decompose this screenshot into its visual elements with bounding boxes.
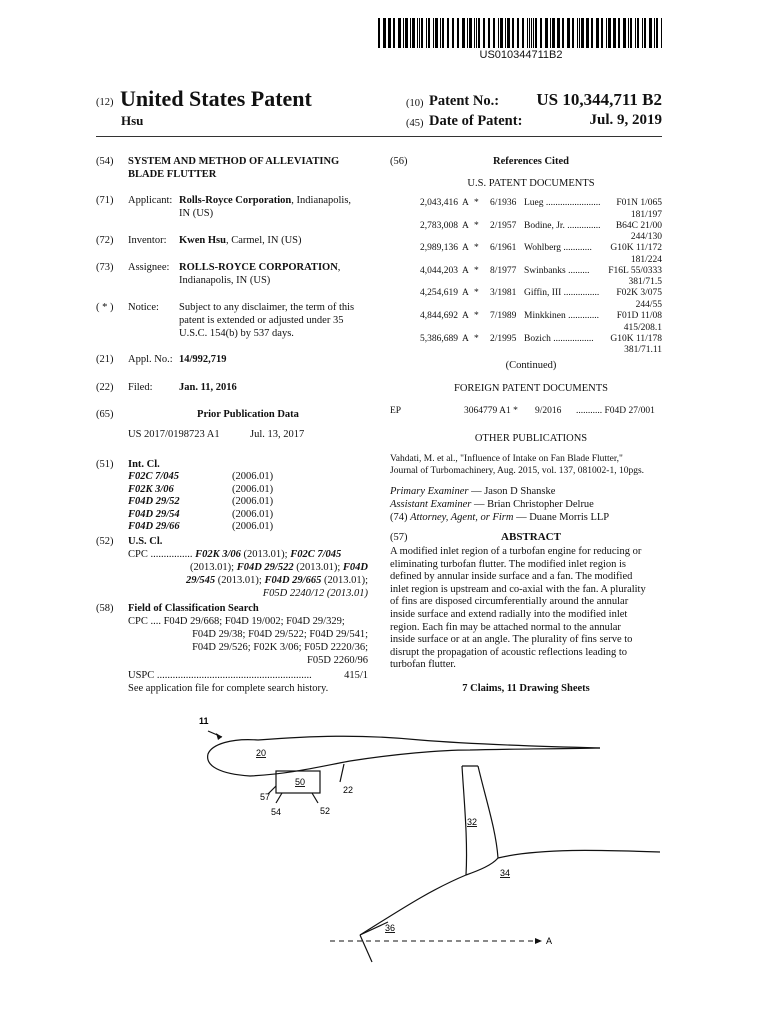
us-ref-row	[400, 266, 662, 289]
ref-subclass: 181/197	[630, 209, 662, 220]
barcode-bar	[649, 18, 652, 48]
ref-number: 4,844,692	[420, 311, 458, 321]
applicant-line2: IN (US)	[179, 208, 214, 219]
barcode-bar	[447, 18, 449, 48]
barcode-bar	[527, 18, 528, 48]
barcode-bar	[618, 18, 620, 48]
ref-number: 4,254,619	[420, 288, 458, 299]
ref-date: 2/1957	[490, 220, 517, 231]
abstract-line: inside surface or at an angle. The plurality of fins serve to	[390, 634, 633, 646]
abstract-line: of fins are disposed circumferentially around the annular	[390, 596, 629, 608]
ref-number: 2,989,136	[420, 243, 458, 254]
ref-number: 4,044,203	[420, 265, 458, 276]
barcode-bar	[522, 18, 524, 48]
ref-name: Bozich .................	[524, 333, 594, 344]
us-ref-row	[400, 311, 662, 334]
ref-date: 8/1977	[490, 265, 517, 276]
ref-34: 34	[500, 868, 511, 878]
abstract-heading: ABSTRACT	[501, 531, 561, 543]
barcode-bar	[383, 18, 386, 48]
barcode-bar	[403, 18, 404, 48]
barcode-bar	[500, 18, 503, 48]
ref-name: Swinbanks .........	[524, 265, 590, 276]
ref-20: 20	[256, 748, 267, 758]
prior-code: (65)	[96, 409, 114, 420]
barcode-bar	[419, 18, 420, 48]
see-app-note: See application file for complete search history.	[128, 683, 329, 694]
barcode-bar	[426, 18, 427, 48]
abstract-line: eliminating turbofan flutter. The modified inlet region is	[390, 558, 627, 570]
barcode-bar	[635, 18, 636, 48]
uscl-code: (52)	[96, 536, 114, 547]
leader-22	[340, 764, 344, 782]
barcode-bar	[613, 18, 616, 48]
ref-number: 2,783,008	[420, 220, 458, 231]
barcode-bar	[586, 18, 589, 48]
attorney: (74) Attorney, Agent, or Firm — Duane Morris LLP	[390, 512, 610, 523]
abstract-code: (57)	[390, 532, 408, 543]
us-docs-heading: U.S. PATENT DOCUMENTS	[467, 178, 595, 189]
barcode-bar	[469, 18, 472, 48]
ref-class: F01N 1/065	[616, 198, 662, 208]
barcode-bar	[412, 18, 415, 48]
ref-kind: A	[462, 288, 469, 299]
ref-class: G10K 11/178	[610, 333, 662, 344]
nacelle-top	[258, 736, 600, 748]
assignee-line2: Indianapolis, IN (US)	[179, 275, 271, 286]
intcl-version: (2006.01)	[232, 471, 274, 482]
ref-date: 2/1995	[490, 333, 517, 344]
abstract-body	[390, 546, 662, 672]
barcode-bar	[579, 18, 580, 48]
barcode-bar	[405, 18, 408, 48]
barcode-bar	[410, 18, 411, 48]
barcode-bar	[517, 18, 519, 48]
abstract-line: turbofan flutter.	[390, 659, 456, 671]
abstract-line: region. Each fin may be attached normal to the annular	[390, 621, 621, 633]
assignee-code: (73)	[96, 262, 114, 273]
us-ref-row	[400, 221, 662, 244]
barcode-bar	[467, 18, 468, 48]
field-cpc-line4: F05D 2260/96	[307, 655, 368, 666]
cpc-line4: F05D 2240/12 (2013.01)	[262, 588, 368, 599]
ref-subclass: 415/208.1	[623, 322, 662, 333]
field-heading: Field of Classification Search	[128, 603, 259, 614]
barcode-bar	[656, 18, 658, 48]
refs-code: (56)	[390, 156, 408, 167]
assignee-line1: ROLLS-ROYCE CORPORATION,	[179, 262, 341, 273]
inventor-surname: Hsu	[121, 113, 144, 128]
cpc-line1: CPC ................ F02K 3/06 (2013.01); F02C 7/045	[128, 549, 342, 560]
barcode-bar	[440, 18, 441, 48]
other-line1: Vahdati, M. et al., "Influence of Intake on Fan Blade Flutter,"	[390, 454, 623, 464]
barcode-bar	[435, 18, 438, 48]
barcode-bar	[488, 18, 490, 48]
assistant-examiner: Assistant Examiner — Brian Christopher Delrue	[390, 499, 594, 510]
barcode-bar	[507, 18, 510, 48]
figure-drawing	[0, 700, 768, 1024]
barcode-bar	[535, 18, 537, 48]
barcode-bar	[474, 18, 475, 48]
field-cpc-line1: CPC .... F04D 29/668; F04D 19/002; F04D 29/329;	[128, 616, 345, 627]
abstract-line: inside surface and extend radially into the modified inlet	[390, 608, 628, 620]
intcl-class: F04D 29/54	[128, 508, 180, 520]
inventor-code: (72)	[96, 235, 114, 246]
applicant-code: (71)	[96, 195, 114, 206]
ref-54: 54	[271, 807, 282, 817]
intcl-version: (2006.01)	[232, 521, 274, 532]
cpc-line3: 29/545 (2013.01); F04D 29/665 (2013.01);	[185, 575, 368, 586]
intcl-heading: Int. Cl.	[128, 459, 160, 470]
header-rule	[96, 136, 662, 137]
barcode-bar	[545, 18, 548, 48]
claims-summary: 7 Claims, 11 Drawing Sheets	[462, 683, 590, 694]
us-ref-row	[400, 334, 662, 357]
ref-22: 22	[343, 785, 354, 795]
ref-32: 32	[467, 817, 478, 827]
title-line1: SYSTEM AND METHOD OF ALLEVIATING	[128, 156, 340, 167]
barcode-bar	[483, 18, 485, 48]
abstract-line: A modified inlet region of a turbofan engine for reducing or	[390, 546, 642, 557]
primary-examiner: Primary Examiner — Jason D Shanske	[390, 486, 556, 497]
barcode-bar	[552, 18, 555, 48]
barcode-bar	[388, 18, 391, 48]
ref-subclass: 381/71.11	[624, 345, 662, 356]
appl-code: (21)	[96, 354, 114, 365]
intcl-version: (2006.01)	[232, 508, 274, 520]
nacelle-outline	[208, 740, 600, 776]
us-ref-row	[400, 288, 662, 311]
date-label: Date of Patent:	[429, 113, 523, 129]
barcode-bar	[606, 18, 607, 48]
ref-subclass: 244/55	[635, 299, 662, 310]
patent-no-code: (10)	[406, 98, 424, 109]
patent-no-label: Patent No.:	[429, 93, 500, 109]
barcode-bar	[393, 18, 395, 48]
barcode-bar	[601, 18, 603, 48]
barcode-bar	[642, 18, 643, 48]
barcode-bar	[581, 18, 584, 48]
doc-kind-code: (12)	[96, 97, 114, 108]
barcode	[378, 18, 664, 48]
cpc-line2: (2013.01); F04D 29/522 (2013.01); F04D	[190, 562, 368, 573]
ref-kind: A	[462, 311, 469, 321]
barcode-bar	[421, 18, 423, 48]
ref-subclass: 181/224	[630, 254, 662, 265]
ref-kind: A	[462, 198, 469, 208]
barcode-bar	[452, 18, 454, 48]
ref-kind: A	[462, 265, 469, 276]
barcode-bar	[505, 18, 506, 48]
barcode-bar	[493, 18, 495, 48]
ref-57: 57	[260, 792, 271, 802]
barcode-bar	[476, 18, 477, 48]
foreign-num: 3064779 A1 *	[464, 406, 518, 416]
barcode-bar	[462, 18, 465, 48]
ref-class: G10K 11/172	[610, 243, 662, 254]
barcode-bar	[498, 18, 499, 48]
barcode-bar	[567, 18, 570, 48]
notice-line3: U.S.C. 154(b) by 537 days.	[179, 328, 294, 339]
refs-continued: (Continued)	[505, 360, 557, 371]
barcode-bar	[378, 18, 380, 48]
applicant-label: Applicant:	[128, 195, 173, 206]
filed-code: (22)	[96, 382, 114, 393]
foreign-country: EP	[390, 406, 402, 416]
intcl-version: (2006.01)	[232, 496, 274, 507]
abstract-line: inlet region is upstream and co-axial with the fan. A plurality	[390, 583, 646, 595]
barcode-bar	[623, 18, 626, 48]
intcl-class: F04D 29/52	[128, 496, 180, 507]
intcl-version: (2006.01)	[232, 483, 274, 495]
ref-11: 11	[199, 716, 209, 726]
ref-class: B64C 21/00	[615, 220, 662, 231]
barcode-bar	[512, 18, 514, 48]
spinner-nose	[360, 922, 388, 962]
barcode-bar	[550, 18, 551, 48]
field-cpc-line3: F04D 29/526; F02K 3/06; F05D 2220/36;	[192, 642, 368, 653]
barcode-bar	[531, 18, 532, 48]
ref-name: Bodine, Jr. ..............	[524, 220, 601, 231]
inventor-line: Kwen Hsu, Carmel, IN (US)	[179, 235, 302, 246]
foreign-heading: FOREIGN PATENT DOCUMENTS	[453, 383, 609, 394]
foreign-date: 9/2016	[535, 406, 562, 416]
ref-class: F01D 11/08	[616, 311, 662, 321]
ref-star: *	[474, 243, 479, 254]
ref-star: *	[474, 198, 479, 208]
abstract-line: disrupt the propagation of acoustic reflections leading to	[390, 646, 628, 658]
ref-class: F16L 55/0333	[608, 265, 662, 276]
abstract-line: defined by annular inside surface and a fan. The modified	[390, 571, 633, 583]
filed-value: Jan. 11, 2016	[179, 382, 237, 393]
doc-title: United States Patent	[120, 86, 312, 111]
patent-no-value: US 10,344,711 B2	[536, 90, 662, 109]
uscl-heading: U.S. Cl.	[128, 536, 163, 547]
ref-36: 36	[385, 923, 396, 933]
barcode-bar	[628, 18, 629, 48]
uspc-value: 415/1	[344, 670, 368, 681]
ref-name: Minkkinen .............	[524, 311, 599, 321]
notice-code: ( * )	[96, 302, 114, 313]
ref-date: 6/1936	[490, 198, 517, 208]
arrow-11-head	[216, 733, 222, 740]
barcode-bar	[529, 18, 530, 48]
ref-subclass: 244/130	[630, 232, 662, 243]
ref-class: F02K 3/075	[616, 288, 662, 299]
barcode-bar	[433, 18, 434, 48]
us-ref-row	[400, 198, 662, 221]
applicant-line1: Rolls-Royce Corporation, Indianapolis,	[179, 195, 352, 206]
barcode-bar	[637, 18, 639, 48]
ref-50: 50	[295, 777, 306, 787]
arrow-a-head	[535, 938, 542, 944]
ref-name: Lueg .......................	[524, 198, 601, 208]
foreign-cls: ........... F04D 27/001	[576, 406, 655, 416]
ref-name: Giffin, III ...............	[524, 288, 600, 299]
ref-kind: A	[462, 243, 469, 254]
title-line2: BLADE FLUTTER	[128, 169, 217, 180]
assignee-label: Assignee:	[128, 262, 170, 273]
ref-number: 5,386,689	[420, 333, 458, 344]
barcode-number: US010344711B2	[479, 49, 563, 61]
barcode-bar	[428, 18, 430, 48]
title-code: (54)	[96, 156, 114, 167]
prior-pub: US 2017/0198723 A1	[128, 429, 220, 440]
barcode-bar	[533, 18, 534, 48]
intcl-class: F02C 7/045	[128, 471, 180, 482]
barcode-bar	[417, 18, 418, 48]
ref-star: *	[474, 265, 479, 276]
barcode-bar	[630, 18, 632, 48]
barcode-bar	[562, 18, 564, 48]
ref-star: *	[474, 220, 479, 231]
intcl-class: F02K 3/06	[128, 483, 174, 495]
barcode-bar	[577, 18, 578, 48]
barcode-bar	[654, 18, 655, 48]
other-heading: OTHER PUBLICATIONS	[474, 433, 588, 444]
barcode-bar	[478, 18, 480, 48]
barcode-bar	[540, 18, 542, 48]
ref-star: *	[474, 333, 479, 344]
ref-kind: A	[462, 220, 469, 231]
ref-date: 6/1961	[490, 243, 517, 254]
ref-52: 52	[320, 806, 331, 816]
ref-date: 7/1989	[490, 311, 517, 321]
barcode-bar	[596, 18, 599, 48]
ref-date: 3/1981	[490, 288, 517, 299]
prior-heading: Prior Publication Data	[197, 409, 299, 420]
notice-line2: patent is extended or adjusted under 35	[179, 315, 344, 326]
ref-name: Wohlberg ............	[524, 243, 592, 254]
ref-number: 2,043,416	[420, 198, 458, 208]
barcode-bar	[661, 18, 662, 48]
inventor-label: Inventor:	[128, 235, 167, 246]
appl-value: 14/992,719	[179, 354, 227, 365]
date-value: Jul. 9, 2019	[589, 112, 662, 128]
prior-date: Jul. 13, 2017	[250, 429, 305, 440]
notice-label: Notice:	[128, 302, 159, 313]
other-line2: Journal of Turbomachinery, Aug. 2015, vol. 137, 081002-1, 10pgs.	[390, 466, 645, 476]
intcl-class: F04D 29/66	[128, 521, 180, 532]
ref-star: *	[474, 288, 479, 299]
field-cpc-line2: F04D 29/38; F04D 29/522; F04D 29/541;	[192, 629, 368, 640]
leader-52	[312, 793, 318, 803]
barcode-bar	[442, 18, 444, 48]
ref-a: A	[546, 936, 553, 946]
hub-profile	[360, 850, 660, 935]
refs-heading: References Cited	[493, 156, 569, 167]
barcode-bar	[591, 18, 593, 48]
barcode-bar	[557, 18, 560, 48]
leader-54	[276, 793, 282, 803]
ref-star: *	[474, 311, 479, 321]
intcl-code: (51)	[96, 459, 114, 470]
barcode-bar	[608, 18, 611, 48]
uspc-label: USPC ...........................................................	[128, 670, 312, 681]
barcode-bar	[572, 18, 574, 48]
barcode-bar	[644, 18, 646, 48]
barcode-bar	[398, 18, 401, 48]
date-code: (45)	[406, 118, 424, 129]
appl-label: Appl. No.:	[128, 354, 173, 365]
field-code: (58)	[96, 603, 114, 614]
notice-line1: Subject to any disclaimer, the term of this	[179, 302, 355, 313]
us-ref-row	[400, 243, 662, 266]
filed-label: Filed:	[128, 382, 153, 393]
ref-kind: A	[462, 333, 469, 344]
barcode-bar	[457, 18, 459, 48]
ref-subclass: 381/71.5	[628, 277, 662, 288]
